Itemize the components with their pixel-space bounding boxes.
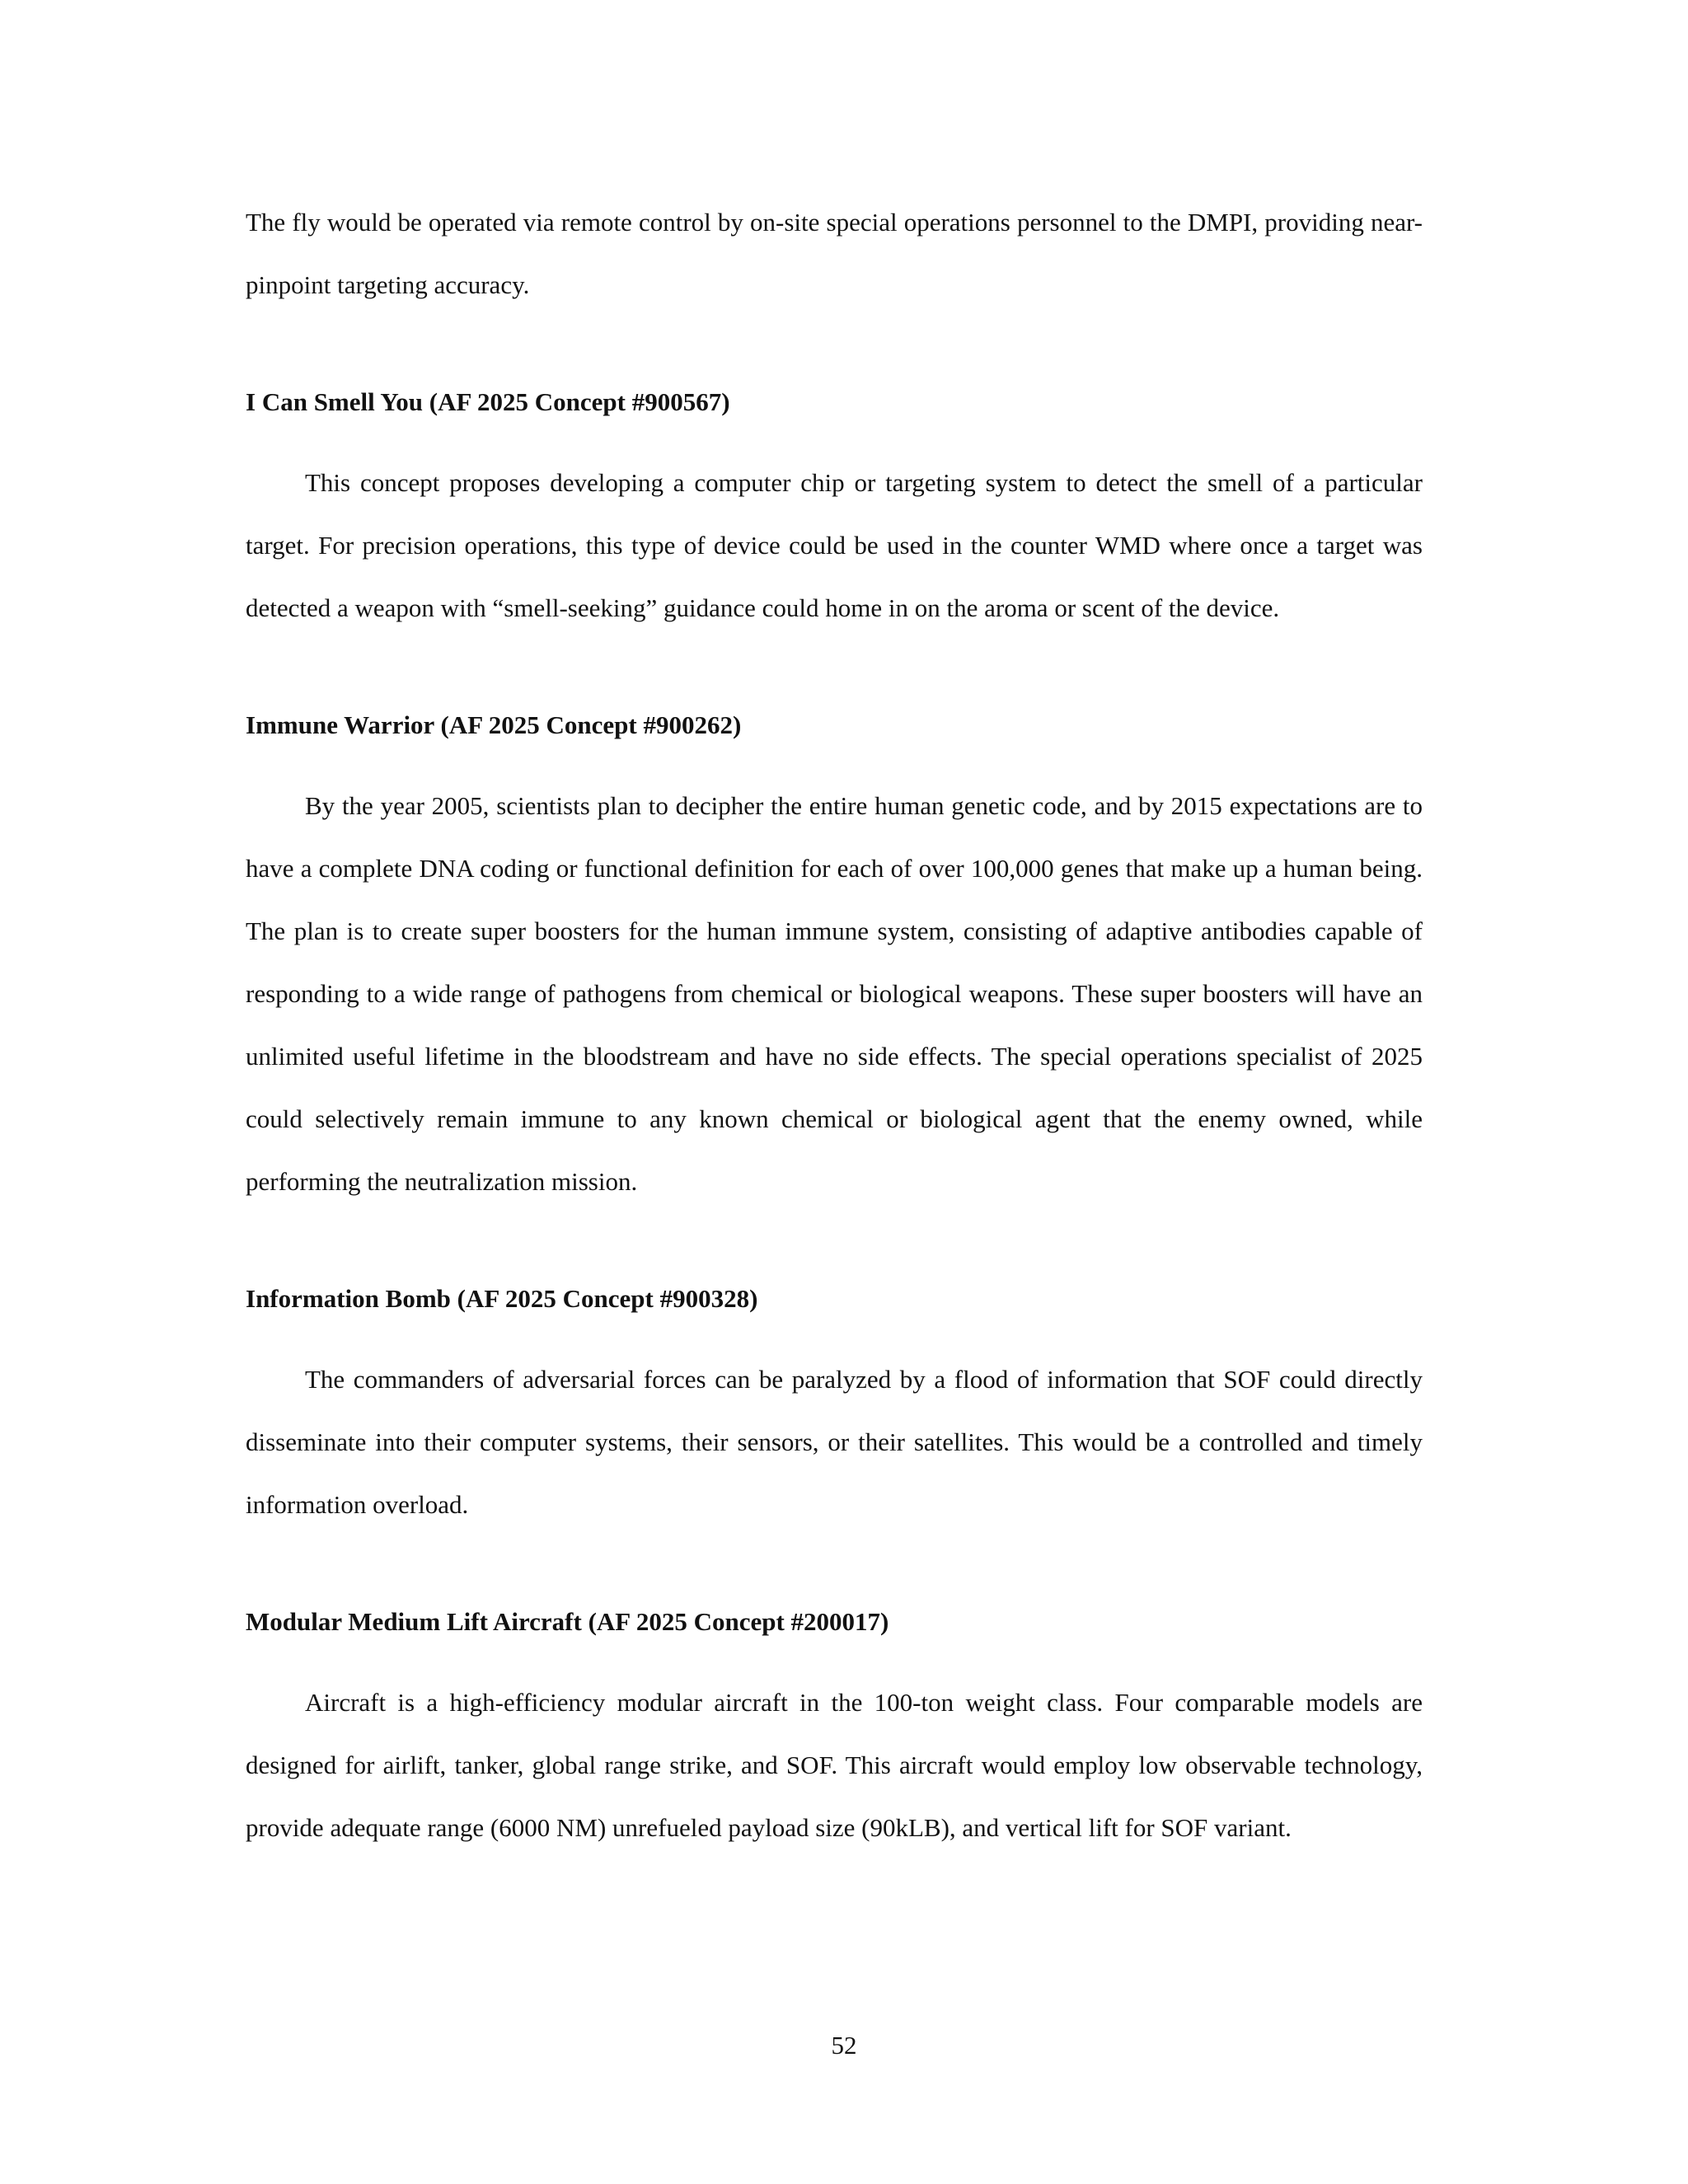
text-column <box>246 191 1423 1859</box>
section-body-i-can-smell-you: This concept proposes developing a computer chip or targeting system to detect the smell of a particular target. For precision operations, this type of device could be used in the counter WMD where once a target was detected a weapon with “smell-seeking” guidance could home in on the aroma or scent of the device. <box>246 468 1423 622</box>
section-body-modular-medium-lift-aircraft: Aircraft is a high-efficiency modular aircraft in the 100-ton weight class. Four comparable models are designed for airlift, tanker, global range strike, and SOF. This aircraft would employ low observable technology, provide adequate range (6000 NM) unrefueled payload size (90kLB), and vertical lift for SOF variant. <box>246 1688 1423 1842</box>
page-number: 52 <box>831 2031 857 2060</box>
section-heading-modular-medium-lift-aircraft: Modular Medium Lift Aircraft (AF 2025 Concept #200017) <box>246 1607 889 1636</box>
section-heading-immune-warrior: Immune Warrior (AF 2025 Concept #900262) <box>246 710 742 739</box>
section-body-immune-warrior: By the year 2005, scientists plan to decipher the entire human genetic code, and by 2015 expectations are to have a complete DNA coding or functional definition for each of over 100,000 genes that make up a human being. The plan is to create super boosters for the human immune system, consisting of adaptive antibodies capable of responding to a wide range of pathogens from chemical or biological weapons. These super boosters will have an unlimited useful lifetime in the bloodstream and have no side effects. The special operations specialist of 2025 could selectively remain immune to any known chemical or biological agent that the enemy owned, while performing the neutralization mission. <box>246 791 1423 1196</box>
intro-paragraph: The fly would be operated via remote control by on-site special operations personnel to the DMPI, providing near-pinpoint targeting accuracy. <box>246 208 1423 299</box>
section-heading-information-bomb: Information Bomb (AF 2025 Concept #900328) <box>246 1284 758 1313</box>
section-heading-i-can-smell-you: I Can Smell You (AF 2025 Concept #900567) <box>246 387 730 416</box>
section-body-information-bomb: The commanders of adversarial forces can be paralyzed by a flood of information that SOF could directly disseminate into their computer systems, their sensors, or their satellites. This would be a controlled and timely information overload. <box>246 1365 1423 1519</box>
